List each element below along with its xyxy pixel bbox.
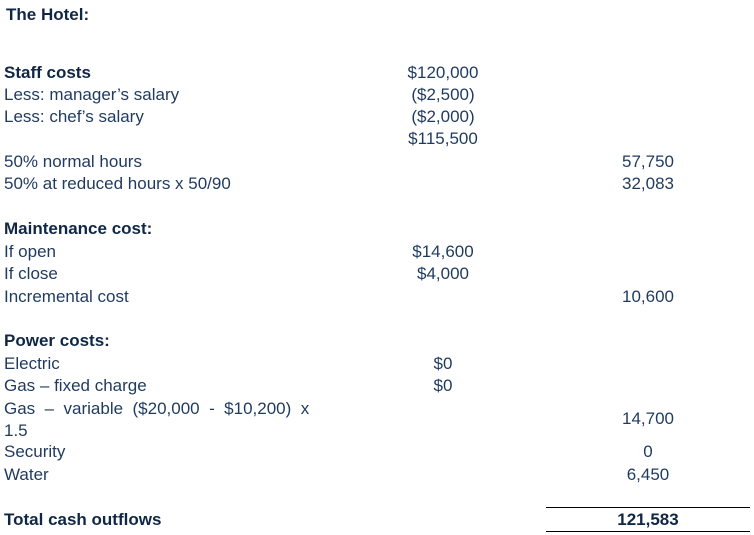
maintenance-open-label: If open: [4, 242, 56, 261]
staff-heading: Staff costs: [4, 63, 91, 82]
maintenance-incremental-value: 10,600: [622, 287, 674, 306]
power-gas-variable-line2: 1.5: [4, 421, 28, 440]
staff-less-manager: Less: manager’s salary: [4, 85, 180, 104]
power-water-value: 6,450: [626, 465, 670, 484]
maintenance-open-value: $14,600: [412, 242, 474, 261]
page-title: The Hotel:: [6, 5, 90, 24]
staff-total-value: $120,000: [407, 63, 479, 82]
total-rule-top: [546, 507, 750, 508]
power-gas-fixed-value: $0: [433, 376, 453, 395]
staff-normal-label: 50% normal hours: [4, 152, 142, 171]
power-gas-variable-line1: Gas – variable ($20,000 - $10,200) x: [4, 399, 310, 418]
staff-net-value: $115,500: [408, 129, 478, 148]
power-security-value: 0: [643, 442, 653, 461]
maintenance-close-label: If close: [4, 264, 58, 283]
staff-reduced-label: 50% at reduced hours x 50/90: [4, 174, 231, 193]
staff-manager-value: ($2,500): [411, 85, 475, 104]
power-water-label: Water: [4, 465, 49, 484]
power-gas-variable-value: 14,700: [622, 409, 674, 428]
power-security-label: Security: [4, 442, 66, 461]
power-electric-label: Electric: [4, 354, 60, 373]
maintenance-incremental-label: Incremental cost: [4, 287, 129, 306]
total-label: Total cash outflows: [4, 510, 162, 529]
staff-reduced-value: 32,083: [622, 174, 674, 193]
staff-normal-value: 57,750: [622, 152, 674, 171]
maintenance-close-value: $4,000: [417, 264, 469, 283]
total-rule-bottom: [546, 531, 750, 532]
staff-chef-value: ($2,000): [411, 107, 475, 126]
total-value: 121,583: [617, 510, 679, 529]
power-heading: Power costs:: [4, 331, 110, 350]
power-gas-fixed-label: Gas – fixed charge: [4, 376, 147, 395]
staff-less-chef: Less: chef’s salary: [4, 107, 144, 126]
power-electric-value: $0: [433, 354, 453, 373]
maintenance-heading: Maintenance cost:: [4, 219, 153, 238]
